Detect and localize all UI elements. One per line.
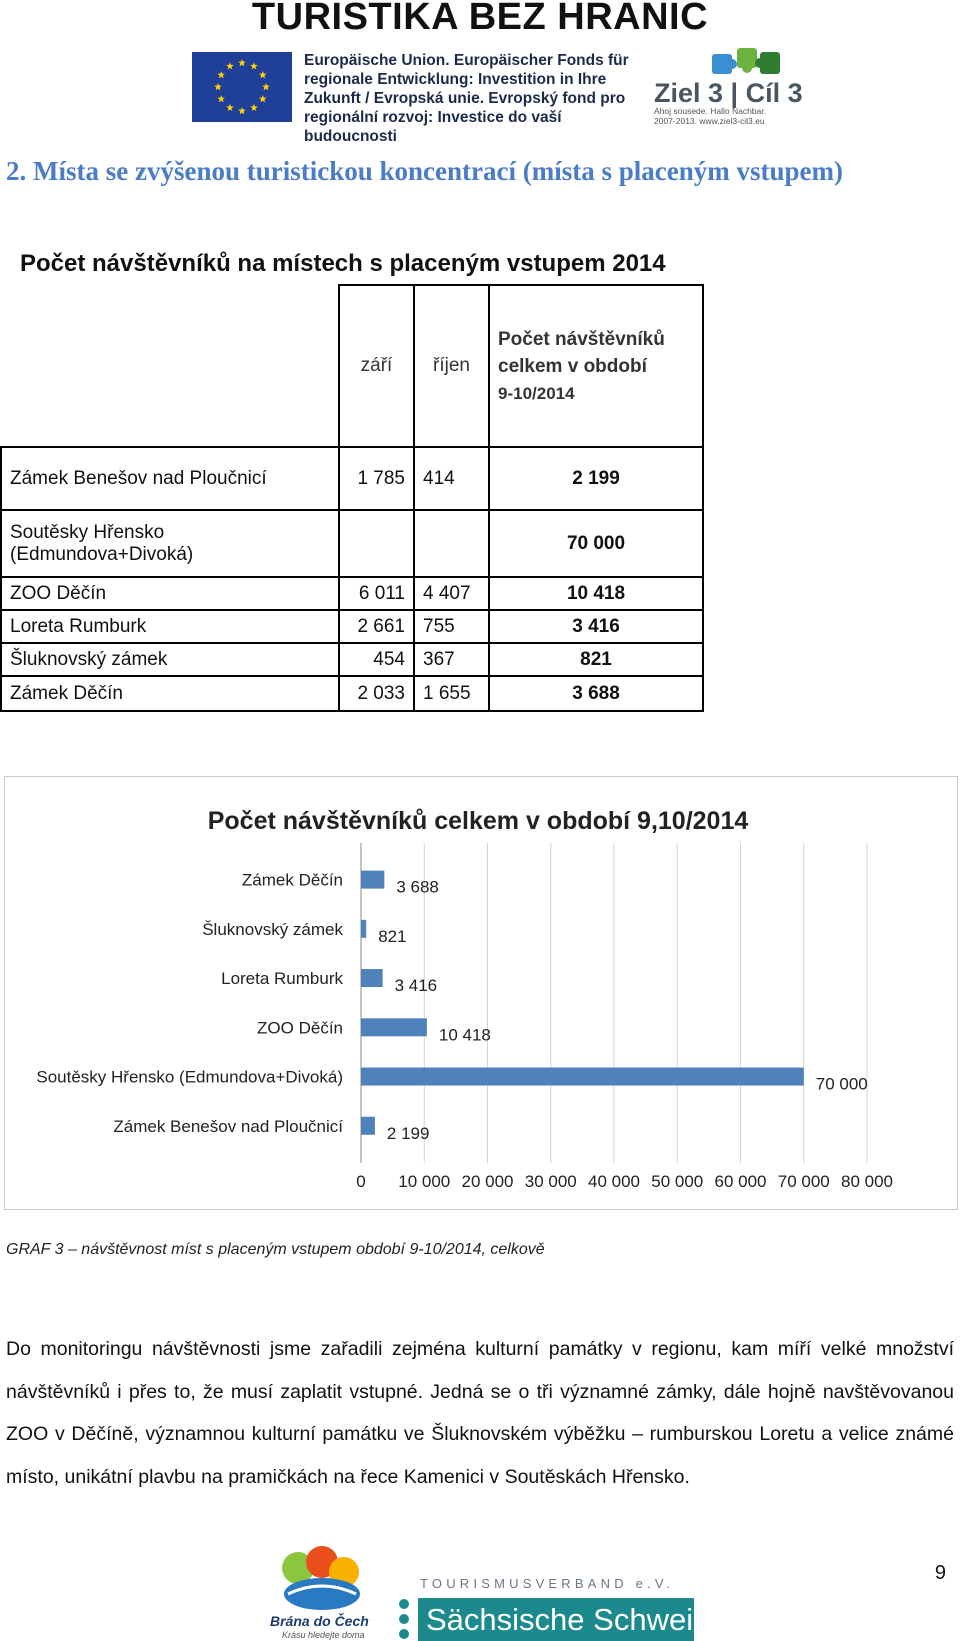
- ss-association-label: TOURISMUSVERBAND e.V.: [420, 1576, 675, 1591]
- row-september: 1 785: [339, 447, 414, 510]
- bar: [361, 920, 366, 938]
- row-name: Zámek Benešov nad Ploučnicí: [1, 447, 339, 510]
- eu-text-line: regionale Entwicklung: Investition in Ihre: [304, 71, 607, 88]
- row-name: Šluknovský zámek: [1, 643, 339, 676]
- table-header-empty: [1, 285, 339, 447]
- visitors-table: [0, 284, 704, 712]
- bar: [361, 1018, 427, 1036]
- x-tick-label: 20 000: [461, 1172, 514, 1191]
- bar: [361, 871, 384, 889]
- row-name-line: (Edmundova+Divoká): [10, 543, 194, 565]
- ziel3-subtitle-line: 2007-2013. www.ziel3-cil3.eu: [654, 116, 765, 126]
- category-label: Loreta Rumburk: [221, 969, 343, 989]
- puzzle-icon: [710, 46, 784, 80]
- eu-funding-text: [304, 51, 634, 146]
- section-heading: 2. Místa se zvýšenou turistickou koncentrací (místa s placeným vstupem): [6, 156, 843, 186]
- table-header-row: [1, 285, 703, 447]
- table-row: [1, 643, 703, 676]
- category-label: ZOO Děčín: [257, 1018, 343, 1038]
- x-tick-label: 40 000: [588, 1172, 640, 1191]
- data-label: 2 199: [386, 1123, 430, 1143]
- row-september: 454: [339, 643, 414, 676]
- body-paragraph: Do monitoringu návštěvnosti jsme zařadili zejména kulturní památky v regionu, kam míří velké množství návštěvníků i přes to, že musí zaplatit vstupné. Jedná se o tři významné zámky, dále hojně navštěvovanou ZOO v Děčíně, významnou kulturní památku ve Šluknovském výběžku – rumburskou Loretu a velice známé místo, unikátní plavbu na pramičkách na řece Kamenici v Soutěskách Hřensko.: [6, 1338, 954, 1488]
- category-label: Soutěsky Hřensko (Edmundova+Divoká): [36, 1067, 343, 1087]
- row-october: [414, 510, 489, 577]
- row-october: 414: [414, 447, 489, 510]
- row-october: 367: [414, 643, 489, 676]
- row-name: ZOO Děčín: [1, 577, 339, 610]
- column-header-september: září: [339, 285, 414, 447]
- data-label: 10 418: [438, 1025, 491, 1045]
- row-total: 10 418: [489, 577, 703, 610]
- table-row: [1, 676, 703, 711]
- row-name: Loreta Rumburk: [1, 610, 339, 643]
- bar: [361, 1117, 375, 1135]
- bar-chart: [5, 777, 957, 1209]
- table-row: [1, 577, 703, 610]
- eu-text-line: Europäische Union. Europäischer Fonds für: [304, 52, 629, 69]
- x-tick-label: 0: [356, 1172, 366, 1191]
- row-september: 6 011: [339, 577, 414, 610]
- chart-title: Počet návštěvníků celkem v období 9,10/2014: [207, 807, 749, 835]
- row-september: 2 033: [339, 676, 414, 711]
- table-row: [1, 510, 703, 577]
- x-tick-label: 10 000: [398, 1172, 451, 1191]
- row-name-line: Soutěsky Hřensko: [10, 521, 165, 543]
- row-september: [339, 510, 414, 577]
- brana-do-cech-logo: [268, 1546, 378, 1641]
- row-october: 755: [414, 610, 489, 643]
- x-tick-label: 60 000: [714, 1172, 767, 1191]
- ss-name-part: Schweiz: [593, 1602, 709, 1637]
- row-september: 2 661: [339, 610, 414, 643]
- data-label: 821: [378, 926, 407, 946]
- ss-name-part: Sächsische: [426, 1602, 585, 1637]
- row-total: 3 688: [489, 676, 703, 711]
- row-name: [1, 510, 339, 577]
- row-total: 70 000: [489, 510, 703, 577]
- category-label: Šluknovský zámek: [202, 919, 343, 939]
- x-tick-label: 70 000: [777, 1172, 830, 1191]
- total-header-label: Počet návštěvníků celkem v období: [498, 328, 665, 377]
- bar: [361, 1068, 804, 1086]
- category-label: Zámek Děčín: [241, 870, 343, 890]
- data-label: 70 000: [815, 1074, 868, 1094]
- total-header-period: 9-10/2014: [498, 383, 575, 403]
- figure-caption: GRAF 3 – návštěvnost míst s placeným vstupem období 9-10/2014, celkově: [6, 1241, 545, 1258]
- x-tick-label: 80 000: [841, 1172, 893, 1191]
- ziel3-logo: [652, 46, 803, 126]
- ziel3-subtitle: [654, 106, 766, 126]
- category-label: Zámek Benešov nad Ploučnicí: [113, 1116, 343, 1136]
- eu-text-line: regionální rozvoj: Investice do vaší budoucnosti: [304, 109, 562, 145]
- row-total: 3 416: [489, 610, 703, 643]
- table-heading: Počet návštěvníků na místech s placeným vstupem 2014: [20, 250, 666, 277]
- row-total: 821: [489, 643, 703, 676]
- column-header-october: říjen: [414, 285, 489, 447]
- table-row: [1, 447, 703, 510]
- table-row: [1, 610, 703, 643]
- ss-name: [426, 1598, 709, 1641]
- x-tick-label: 50 000: [651, 1172, 704, 1191]
- ss-dots-icon: [396, 1594, 416, 1641]
- row-october: 1 655: [414, 676, 489, 711]
- data-label: 3 416: [394, 976, 438, 996]
- brana-emblem-icon: [268, 1546, 378, 1612]
- document-title: TURISTIKA BEZ HRANIC: [251, 0, 709, 38]
- x-tick-label: 30 000: [524, 1172, 577, 1191]
- ziel3-title: Ziel 3 | Cíl 3: [654, 78, 803, 108]
- eu-text-line: Zukunft / Evropská unie. Evropský fond pro: [304, 90, 626, 107]
- row-total: 2 199: [489, 447, 703, 510]
- page-number: 9: [934, 1562, 946, 1584]
- brana-name: Brána do Čech: [270, 1613, 369, 1629]
- brana-tagline: Krásu hledejte doma: [282, 1630, 365, 1640]
- chart-container: [4, 776, 958, 1210]
- data-label: 3 688: [396, 877, 439, 897]
- row-october: 4 407: [414, 577, 489, 610]
- bar: [361, 969, 383, 987]
- eu-flag-logo: [192, 52, 292, 122]
- saechsische-schweiz-logo: [396, 1576, 709, 1641]
- row-name: Zámek Děčín: [1, 676, 339, 711]
- column-header-total: [489, 285, 703, 447]
- ziel3-subtitle-line: Ahoj sousede. Hallo Nachbar.: [654, 106, 766, 116]
